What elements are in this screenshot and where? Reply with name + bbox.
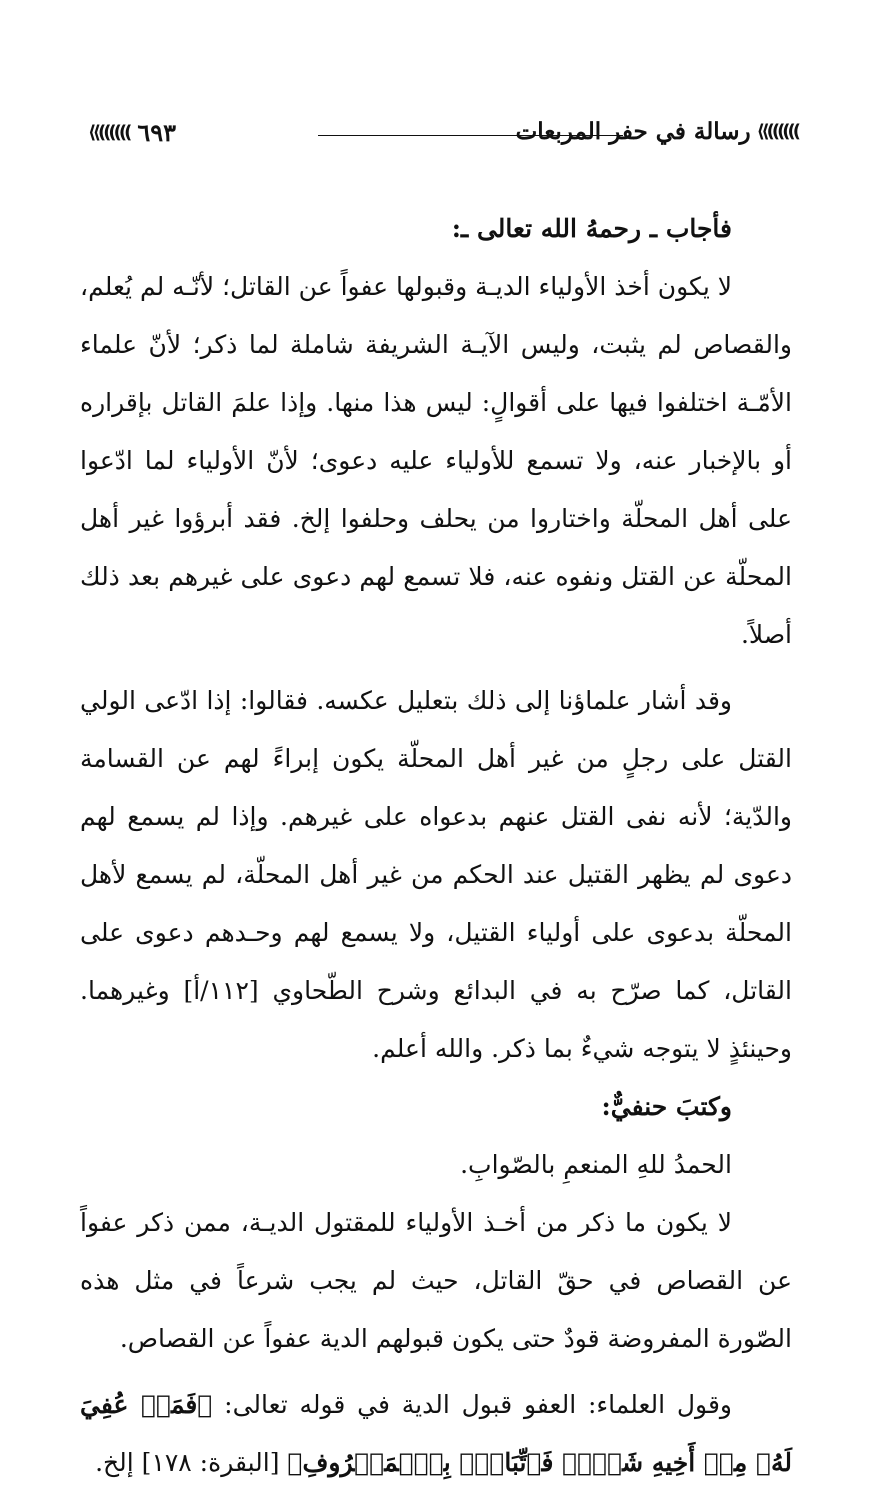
quran-verse: ﴿فَمَنۡ عُفِيَ لَهُۥ مِنۡ أَخِيهِ شَيۡءٞ فَٱتِّبَاعُۢ بِٱلۡمَعۡرُوفِ﴾ xyxy=(80,1390,792,1477)
paragraph-hanafi: لا يكون ما ذكر من أخـذ الأولياء للمقتول الديـة، ممن ذكر عفواً عن القصاص في حقّ القاتل، حيث لم يجب شرعاً في مثل هذه الصّورة المفروضة قودٌ حتى يكون قبولهم الدية عفواً عن القصاص. xyxy=(80,1208,792,1353)
paragraph-answer: لا يكون أخذ الأولياء الديـة وقبولها عفواً عن القاتل؛ لأنّـه لم يُعلم، والقصاص لم يثبت، وليس الآيـة الشريفة شاملة لما ذكر؛ لأنّ علماء الأمّـة اختلفوا فيها على أقوالٍ: ليس هذا منها. وإذا علمَ القاتل بإقراره أو بالإخبار عنه، ولا تسمع للأولياء عليه دعوى؛ لأنّ الأولياء لما ادّعوا على أهل المحلّة واختاروا من يحلف وحلفوا إلخ. فقد أبرؤوا غير أهل المحلّة عن القتل ونفوه عنه، فلا تسمع لهم دعوى على غيرهم بعد ذلك أصلاً. xyxy=(80,272,792,649)
page-number: ٦٩٣ xyxy=(137,118,177,147)
citation-suffix: [البقرة: ١٧٨] إلخ. xyxy=(95,1448,280,1477)
ornament-left-icon: ⟪(((((( xyxy=(88,122,130,143)
ornament-right-icon: ))))))⟫ xyxy=(756,121,798,142)
running-header xyxy=(88,118,798,154)
page-number-group xyxy=(88,118,184,147)
header-title: رسالة في حفر المربعات xyxy=(515,118,751,145)
header-title-group xyxy=(510,118,798,145)
header-rule xyxy=(318,135,623,136)
answer-heading: فأجاب ـ رحمهُ الله تعالى ـ: xyxy=(451,214,732,243)
paragraph-scholars: وقد أشار علماؤنا إلى ذلك بتعليل عكسه. فقالوا: إذا ادّعى الولي القتل على رجلٍ من غير أهل المحلّة يكون إبراءً لهم عن القسامة والدّية؛ لأنه نفى القتل عنهم بدعواه على غيرهم. وإذا لم يسمع لهم دعوى لم يظهر القتيل عند الحكم من غير أهل المحلّة، لم يسمع لأهل المحلّة بدعوى على أولياء القتيل، ولا يسمع لهم وحـدهم دعوى على القاتل، كما صرّح به في البدائع وشرح الطّحاوي [١١٢/أ] وغيرهما. وحينئذٍ لا يتوجه شيءٌ بما ذكر. والله أعلم. xyxy=(80,686,792,1063)
page-body xyxy=(80,200,792,1492)
citation-prefix: وقول العلماء: العفو قبول الدية في قوله تعالى: xyxy=(212,1390,732,1419)
hanafi-heading: وكتبَ حنفيٌّ: xyxy=(601,1092,732,1121)
paragraph-quran-citation xyxy=(80,1376,792,1492)
hamd-line: الحمدُ للهِ المنعمِ بالصّوابِ. xyxy=(460,1150,732,1179)
